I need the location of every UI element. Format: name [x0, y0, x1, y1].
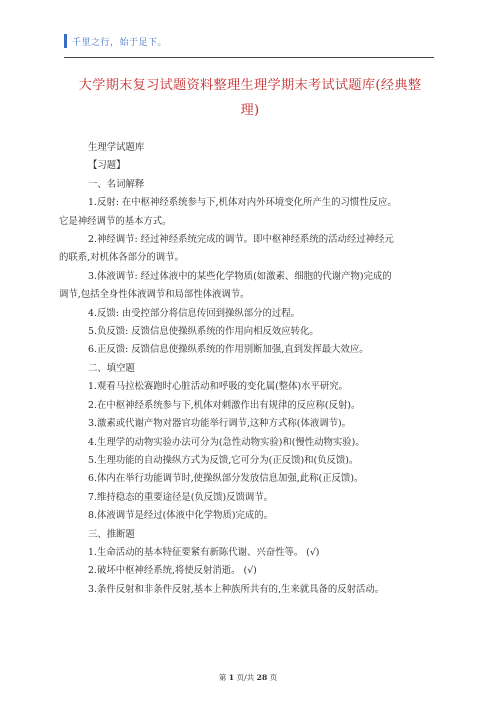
document-title	[70, 73, 430, 123]
document-body	[59, 139, 432, 599]
body-line: 3.体液调节: 经过体液中的某些化学物质(如激素、细胞的代谢产物)完成的	[88, 270, 392, 282]
body-line: 4.生理学的动物实验办法可分为(急性动物实验)和(慢性动物实验)。	[88, 436, 365, 448]
body-line: 2.神经调节: 经过神经系统完成的调节。即中枢神经系统的活动经过神经元	[88, 234, 394, 246]
body-line: 6.正反馈: 反馈信息使操纵系统的作用别断加强,直到发挥最大效应。	[88, 344, 369, 356]
body-line: 的联系,对机体各部分的调节。	[59, 252, 184, 264]
header-divider	[64, 57, 434, 58]
document-title-line-1: 大学期末复习试题资料整理生理学期末考试试题库(经典整	[78, 78, 422, 93]
footer-prefix: 第	[218, 673, 227, 682]
section-heading: 三、推断题	[88, 528, 135, 540]
header-motto: 千里之行，始于足下。	[72, 38, 168, 48]
footer-suffix: 页	[269, 673, 278, 682]
body-line: 2.破坏中枢神经系统,将使反射消逝。 (√)	[88, 565, 257, 577]
body-line: 7.维持稳态的重要途径是(负反馈)反馈调节。	[88, 491, 274, 503]
body-line: 它是神经调节的基本方式。	[59, 215, 172, 227]
body-line: 8.体液调节是经过(体液中化学物质)完成的。	[88, 510, 274, 522]
body-line: 【习题】	[88, 160, 126, 172]
body-line: 生理学试题库	[88, 142, 145, 153]
section-heading: 二、填空题	[88, 362, 135, 374]
body-line: 4.反馈: 由受控部分将信息传回到操纵部分的过程。	[88, 307, 300, 319]
body-line: 3.条件反射和非条件反射,基本上种族所共有的,生来就具备的反射活动。	[88, 583, 385, 595]
body-line: 5.生理功能的自动操纵方式为反馈,它可分为(正反馈)和(负反馈)。	[88, 454, 359, 466]
body-line: 1.观看马拉松赛跑时心脏活动和呼吸的变化属(整体)水平研究。	[88, 381, 349, 393]
body-line: 1.生命活动的基本特征要紧有新陈代谢、兴奋性等。 (√)	[88, 546, 320, 558]
footer-total-pages: 28	[256, 673, 268, 682]
body-line: 调节,包括全身性体液调节和局部性体液调节。	[59, 289, 250, 301]
body-line: 5.负反馈: 反馈信息使操纵系统的作用向相反效应转化。	[88, 326, 319, 338]
page-footer	[0, 672, 496, 683]
section-heading: 一、名词解释	[88, 178, 145, 190]
body-line: 6.体内在举行功能调节时,使操纵部分发放信息加强,此称(正反馈)。	[88, 473, 364, 485]
header-accent-bar	[64, 34, 67, 48]
body-line: 3.激素或代谢产物对器官功能举行调节,这种方式称(体液调节)。	[88, 418, 351, 430]
footer-middle: 页/共	[236, 673, 255, 682]
document-title-line-2: 理)	[240, 103, 260, 118]
footer-page-number: 1	[228, 673, 235, 682]
body-line: 2.在中枢神经系统参与下,机体对刺激作出有规律的反应称(反射)。	[88, 399, 361, 411]
body-line: 1.反射: 在中枢神经系统参与下,机体对内外环境变化所产生的习惯性反应。	[88, 197, 397, 209]
